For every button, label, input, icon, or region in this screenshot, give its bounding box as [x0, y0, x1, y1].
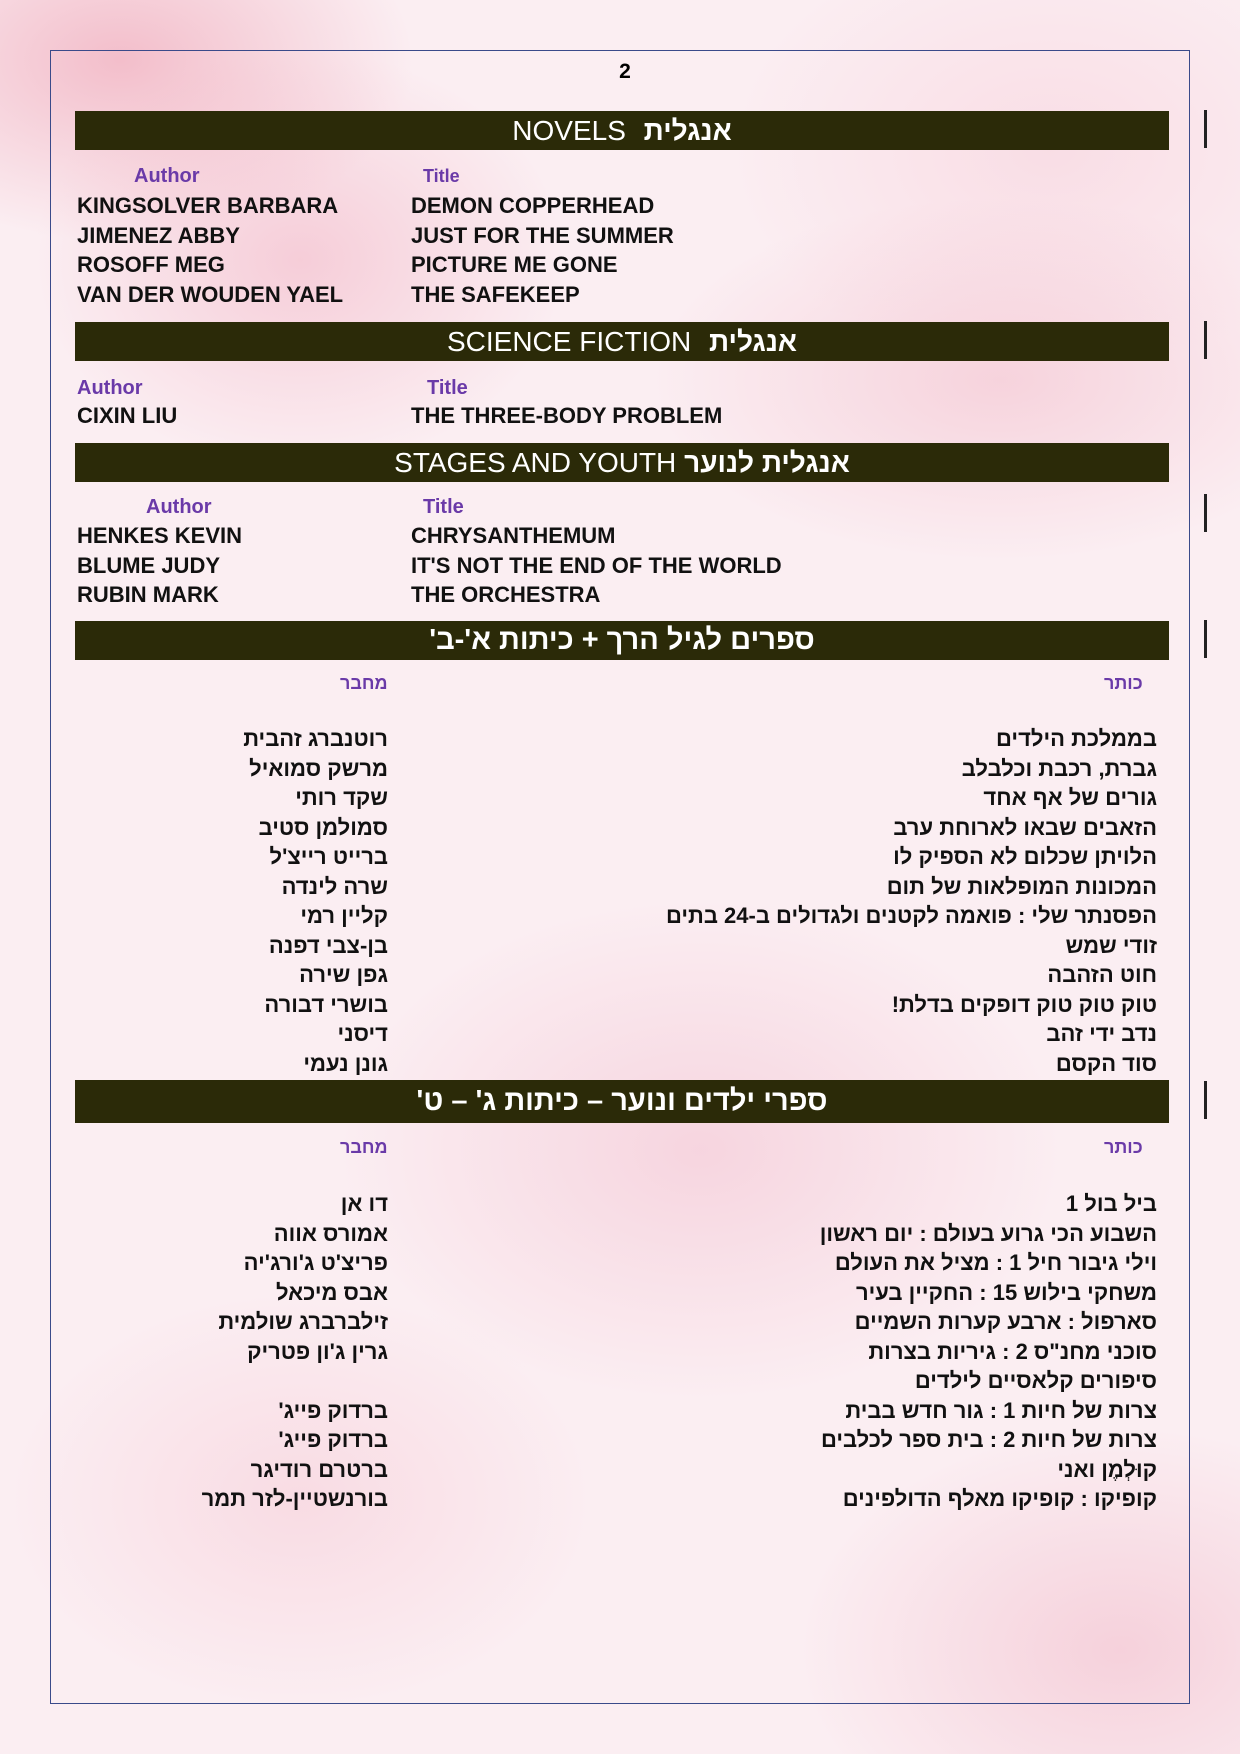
list-item: גפן שירה	[299, 962, 388, 987]
list-item: ROSOFF MEG	[77, 252, 225, 277]
youth-title-list	[411, 521, 782, 610]
section-title-he: אנגלית	[643, 115, 732, 146]
section-header-youth	[75, 443, 1169, 482]
list-item: סמולמן סטיב	[258, 814, 388, 840]
list-item: פריצ'ט ג'ורג'יה	[243, 1250, 388, 1275]
author-column-header: מחבר	[340, 673, 388, 693]
list-item: HENKES KEVIN	[77, 523, 243, 548]
list-item: THE SAFEKEEP	[411, 281, 580, 307]
margin-tick	[1204, 620, 1207, 658]
list-item: גרין ג'ון פטריק	[247, 1338, 388, 1364]
list-item: וילי גיבור חיל 1 : מציל את העולם	[834, 1250, 1157, 1275]
list-item: קליין רמי	[300, 903, 388, 928]
author-column-header: מחבר	[340, 1137, 388, 1157]
list-item: סארפול : ארבע קערות השמיים	[854, 1309, 1157, 1334]
list-item: גברת, רכבת וכלבלב	[961, 755, 1157, 781]
list-item: VAN DER WOUDEN YAEL	[77, 281, 344, 307]
title-column-header: כותר	[1104, 673, 1143, 693]
list-item: קוּלְמֶן ואני	[1057, 1456, 1157, 1482]
kids-title-list	[597, 1189, 1157, 1514]
list-item: צרות של חיות 2 : בית ספר לכלבים	[820, 1427, 1157, 1452]
section-header-early-childhood: ספרים לגיל הרך + כיתות א'-ב'	[75, 621, 1169, 660]
list-item: הזאבים שבאו לארוחת ערב	[893, 814, 1157, 840]
section-title-en: STAGES AND YOUTH	[394, 447, 677, 478]
list-item: CHRYSANTHEMUM	[411, 523, 616, 548]
list-item: PICTURE ME GONE	[411, 252, 618, 277]
section-title-en: SCIENCE FICTION	[446, 326, 692, 357]
author-column-header: Author	[77, 377, 143, 399]
list-item: זודי שמש	[1065, 932, 1157, 958]
list-item: משחקי בילוש 15 : החקיין בעיר	[855, 1279, 1157, 1305]
list-item: בממלכת הילדים	[996, 726, 1157, 751]
kids-author-list	[128, 1189, 388, 1514]
list-item: דו אן	[340, 1191, 388, 1216]
list-item	[128, 1366, 388, 1396]
list-item: שקד רותי	[295, 785, 388, 810]
list-item: סוכני מחנ"ס 2 : גיריות בצרות	[868, 1338, 1157, 1364]
list-item: סוד הקסם	[1055, 1050, 1157, 1076]
margin-tick	[1204, 1081, 1207, 1119]
list-item: צרות של חיות 1 : גור חדש בבית	[845, 1397, 1157, 1423]
list-item: בורנשטיין-לזר תמר	[201, 1486, 388, 1511]
list-item: סיפורים קלאסיים לילדים	[914, 1368, 1157, 1393]
title-column-header: Title	[427, 377, 468, 399]
list-item: IT'S NOT THE END OF THE WORLD	[411, 552, 782, 578]
list-item: הפסנתר שלי : פואמה לקטנים ולגדולים ב-24 בתים	[666, 903, 1157, 928]
title-column-header: כותר	[1104, 1137, 1143, 1157]
list-item: גורים של אף אחד	[983, 785, 1157, 810]
list-item: המכונות המופלאות של תום	[886, 873, 1157, 899]
section-title-en: NOVELS	[512, 115, 626, 146]
youth-author-list	[77, 521, 242, 610]
early-author-list	[128, 724, 388, 1078]
novels-author-list	[77, 191, 343, 309]
list-item: טוק טוק טוק דופקים בדלת!	[891, 991, 1157, 1017]
list-item: נדב ידי זהב	[1046, 1021, 1157, 1046]
list-item: בושרי דבורה	[264, 991, 388, 1017]
list-item: זילברברג שולמית	[218, 1309, 388, 1334]
list-item: השבוע הכי גרוע בעולם : יום ראשון	[819, 1220, 1157, 1246]
section-title-he: אנגלית	[708, 326, 798, 357]
list-item: DEMON COPPERHEAD	[411, 193, 655, 218]
list-item: ברדוק פייג'	[278, 1427, 388, 1452]
novels-title-list	[411, 191, 674, 309]
section-header-scifi	[75, 322, 1169, 361]
list-item: דיסני	[337, 1021, 388, 1046]
margin-tick	[1204, 110, 1207, 148]
list-item: אמורס אווה	[273, 1220, 388, 1246]
list-item: הלויתן שכלום לא הספיק לו	[893, 844, 1157, 869]
list-item: ברייט רייצ'ל	[269, 844, 388, 869]
list-item: אבס מיכאל	[275, 1279, 388, 1305]
list-item: ביל בול 1	[1065, 1191, 1157, 1216]
list-item: JIMENEZ ABBY	[77, 222, 240, 248]
list-item: חוט הזהבה	[1047, 962, 1157, 987]
list-item: ברדוק פייג'	[278, 1397, 388, 1423]
list-item: BLUME JUDY	[77, 552, 221, 578]
section-header-kids: ספרי ילדים ונוער – כיתות ג' – ט'	[75, 1080, 1169, 1123]
section-title-he: אנגלית לנוער	[684, 447, 850, 478]
scifi-title: THE THREE-BODY PROBLEM	[411, 403, 723, 428]
author-column-header: Author	[134, 165, 200, 187]
margin-tick	[1204, 494, 1207, 532]
list-item: גונן נעמי	[303, 1050, 388, 1076]
early-title-list	[597, 724, 1157, 1078]
title-column-header: Title	[423, 496, 464, 518]
list-item: רוטנברג זהבית	[243, 726, 388, 751]
list-item: מרשק סמואיל	[249, 755, 388, 781]
page-number: 2	[619, 60, 631, 83]
margin-tick	[1204, 321, 1207, 359]
list-item: בן-צבי דפנה	[268, 932, 388, 958]
list-item: ברטרם רודיגר	[250, 1456, 388, 1482]
list-item: RUBIN MARK	[77, 582, 219, 607]
scifi-author: CIXIN LIU	[77, 403, 178, 428]
list-item: THE ORCHESTRA	[411, 582, 601, 607]
list-item: JUST FOR THE SUMMER	[411, 222, 674, 248]
title-column-header: Title	[423, 166, 460, 186]
list-item: שרה לינדה	[281, 873, 388, 899]
list-item: KINGSOLVER BARBARA	[77, 193, 339, 218]
section-header-novels	[75, 111, 1169, 150]
author-column-header: Author	[146, 496, 212, 518]
list-item: קופיקו : קופיקו מאלף הדולפינים	[842, 1486, 1157, 1511]
